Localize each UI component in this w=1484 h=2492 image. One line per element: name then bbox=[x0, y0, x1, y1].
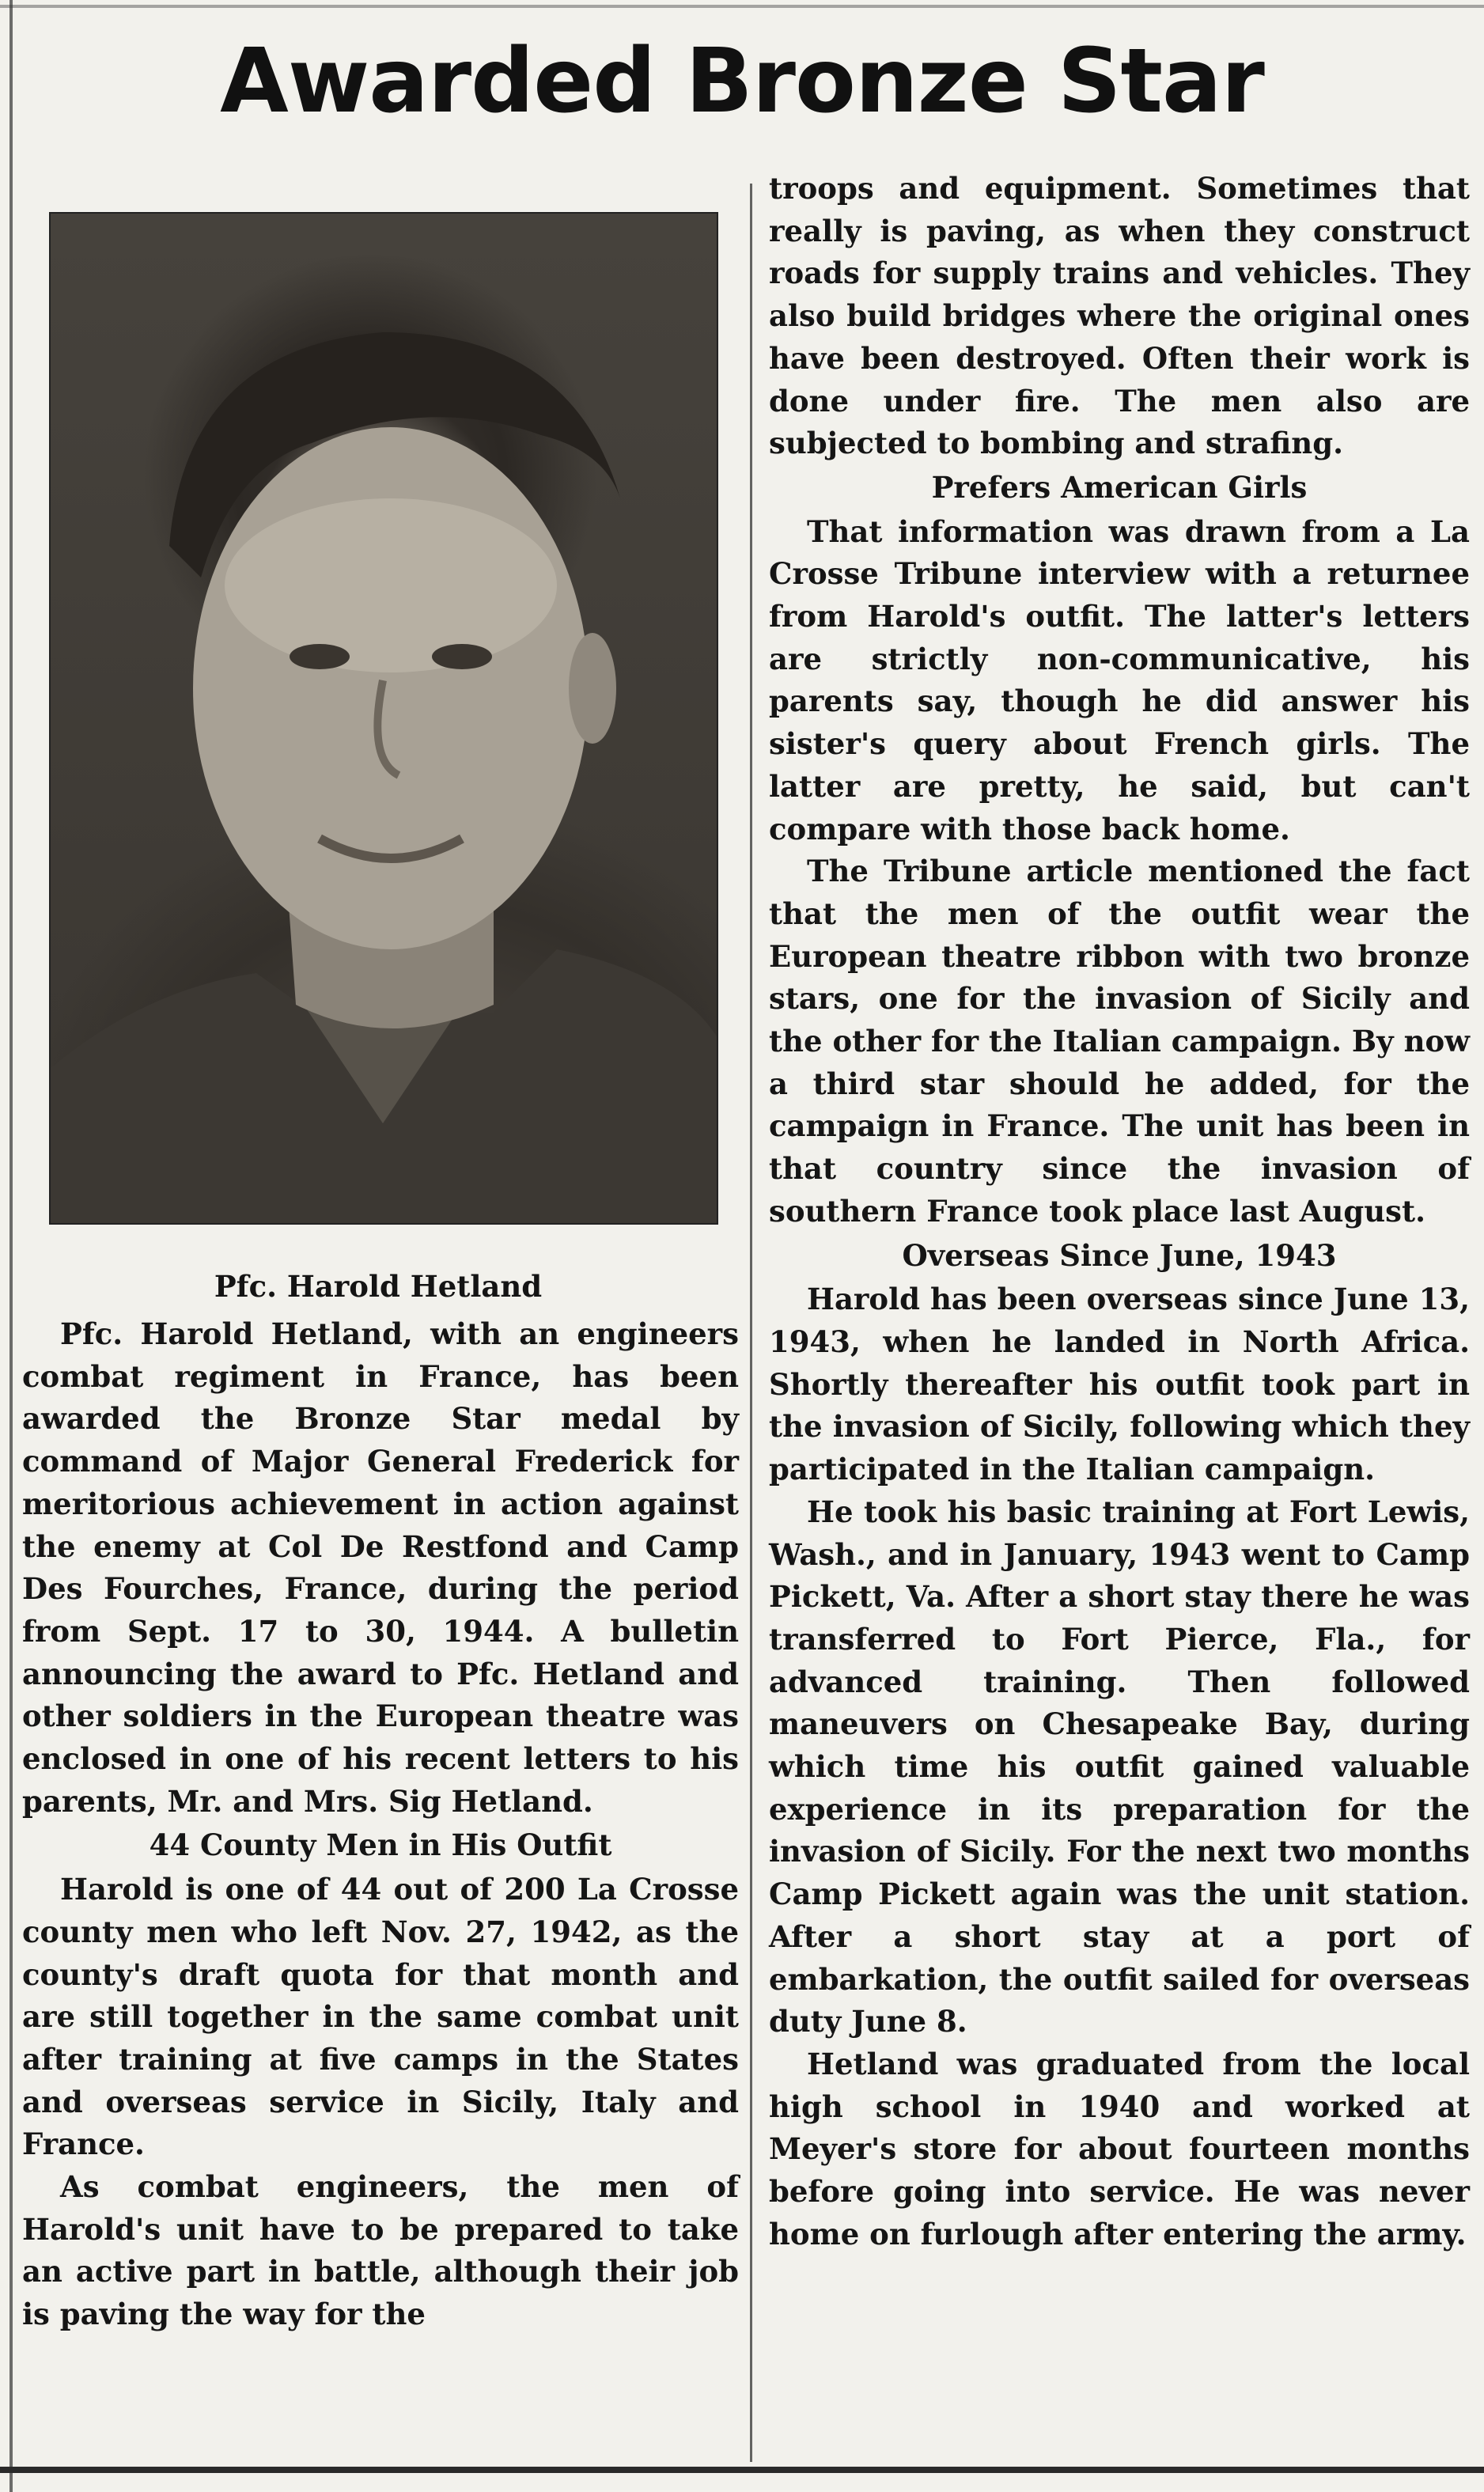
paragraph: That information was drawn from a La Crosse Tribune interview with a returnee from Harold's outfit. The latter's letters are strictly non-communicative, his parents say, though he did answer his sister's query about French girls. The latter are pretty, he said, but can't compare with those back home. bbox=[769, 513, 1470, 846]
subheading: 44 County Men in His Outfit bbox=[149, 1827, 612, 1863]
subheading: Prefers American Girls bbox=[931, 469, 1308, 505]
paragraph: Pfc. Harold Hetland, with an engineers combat regiment in France, has been awarded the Bronze Star medal by command of Major General Frederick for meritorious achievement in action against the enemy at Col De Restfond and Camp Des Fourches, France, during the period from Sept. 17 to 30, 1944. A bulletin announcing the award to Pfc. Hetland and other soldiers in the European theatre was enclosed in one of his recent letters to his parents, Mr. and Mrs. Sig Hetland. bbox=[22, 1316, 739, 1819]
column-right bbox=[769, 168, 1470, 2255]
portrait-figure bbox=[51, 214, 717, 1223]
column-rule bbox=[750, 184, 752, 2462]
left-rule bbox=[9, 0, 13, 2492]
column-left bbox=[22, 1313, 739, 2336]
portrait-photo bbox=[49, 212, 718, 1225]
paragraph: As combat engineers, the men of Harold's unit have to be prepared to take an active part in battle, although their job is paving the way for the bbox=[22, 2169, 739, 2332]
headline: Awarded Bronze Star bbox=[220, 30, 1264, 133]
photo-caption: Pfc. Harold Hetland bbox=[214, 1269, 543, 1304]
paragraph: Hetland was graduated from the local high school in 1940 and worked at Meyer's store for about fourteen months before going into service. He was never home on furlough after entering the army. bbox=[769, 2046, 1470, 2252]
paragraph: Harold is one of 44 out of 200 La Crosse county men who left Nov. 27, 1942, as the county's draft quota for that month and are still together in the same combat unit after training at five camps in the States and overseas service in Sicily, Italy and France. bbox=[22, 1872, 739, 2162]
paragraph: troops and equipment. Sometimes that really is paving, as when they construct roads for supply trains and vehicles. They also build bridges where the original ones have been destroyed. Often their work is done under fire. The men also are subjected to bombing and strafing. bbox=[769, 171, 1470, 461]
bottom-rule bbox=[0, 2467, 1484, 2473]
subheading: Overseas Since June, 1943 bbox=[902, 1237, 1337, 1273]
paragraph: Harold has been overseas since June 13, 1943, when he landed in North Africa. Shortly thereafter his outfit took part in the invasion of Sicily, following which they participated in the Italian campaign. bbox=[769, 1282, 1470, 1487]
paragraph: The Tribune article mentioned the fact that the men of the outfit wear the European theatre ribbon with two bronze stars, one for the invasion of Sicily and the other for the Italian campaign. By now a third star should he added, for the campaign in France. The unit has been in that country since the invasion of southern France took place last August. bbox=[769, 854, 1470, 1229]
paragraph: He took his basic training at Fort Lewis, Wash., and in January, 1943 went to Camp Pickett, Va. After a short stay there he was transferred to Fort Pierce, Fla., for advanced training. Then followed maneuvers on Chesapeake Bay, during which time his outfit gained valuable experience in its preparation for the invasion of Sicily. For the next two months Camp Pickett again was the unit station. After a short stay at a port of embarkation, the outfit sailed for overseas duty June 8. bbox=[769, 1494, 1470, 2039]
top-rule bbox=[0, 5, 1484, 8]
